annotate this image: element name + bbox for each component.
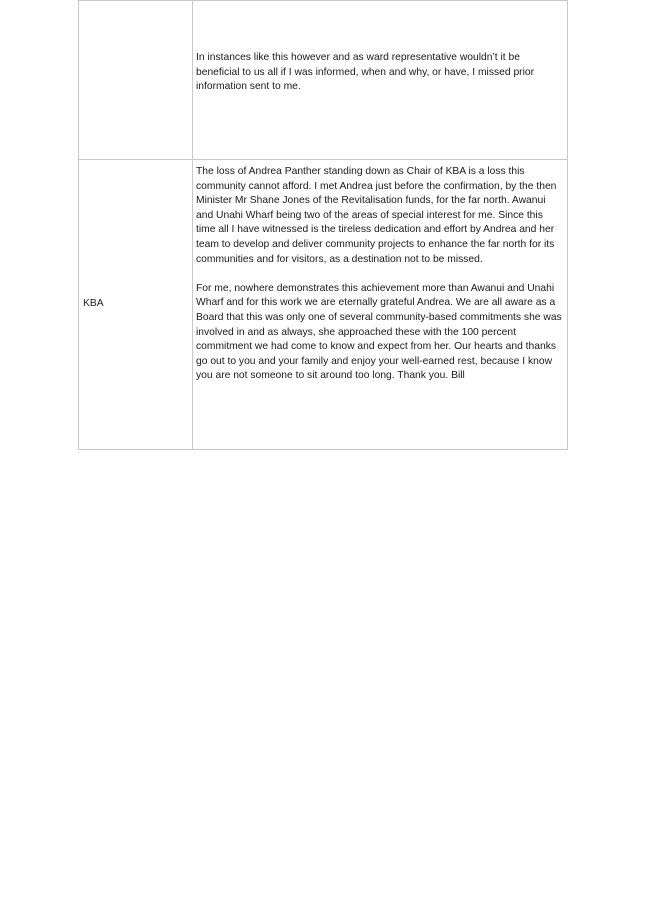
row-label: KBA [83, 298, 104, 310]
row-label-cell [79, 160, 193, 450]
comment-paragraph: In instances like this however and as ward representative wouldn’t it be beneficial to us all if I was informed, when and why, or have, I missed prior information sent to me. [196, 52, 535, 93]
comment-paragraph: The loss of Andrea Panther standing down as Chair of KBA is a loss this community cannot afford. I met Andrea just before the confirmation, by the then Minister Mr Shane Jones of the Revitalisation funds, for the far north. Awanui and Unahi Wharf being two of the areas of special interest for me. Since this time all I have witnessed is the tireless dedication and effort by Andrea and her team to develop and deliver community projects to enhance the far north for its communities and for visitors, as a destination not to be missed. [196, 166, 557, 265]
table-row [79, 1, 568, 160]
comment-cell [193, 160, 568, 450]
row-label-cell [79, 1, 193, 160]
submission-table [78, 0, 568, 450]
table-row [79, 160, 568, 450]
comment-cell [193, 1, 568, 160]
comment-paragraph: For me, nowhere demonstrates this achievement more than Awanui and Unahi Wharf and for this work we are eternally grateful Andrea. We are all aware as a Board that this was only one of several community-based commitments she was involved in and as always, she approached these with the 100 percent commitment we had come to know and expect from her. Our hearts and thanks go out to you and your family and enjoy your well-earned rest, because I know you are not someone to sit around too long. Thank you. Bill [196, 282, 562, 382]
